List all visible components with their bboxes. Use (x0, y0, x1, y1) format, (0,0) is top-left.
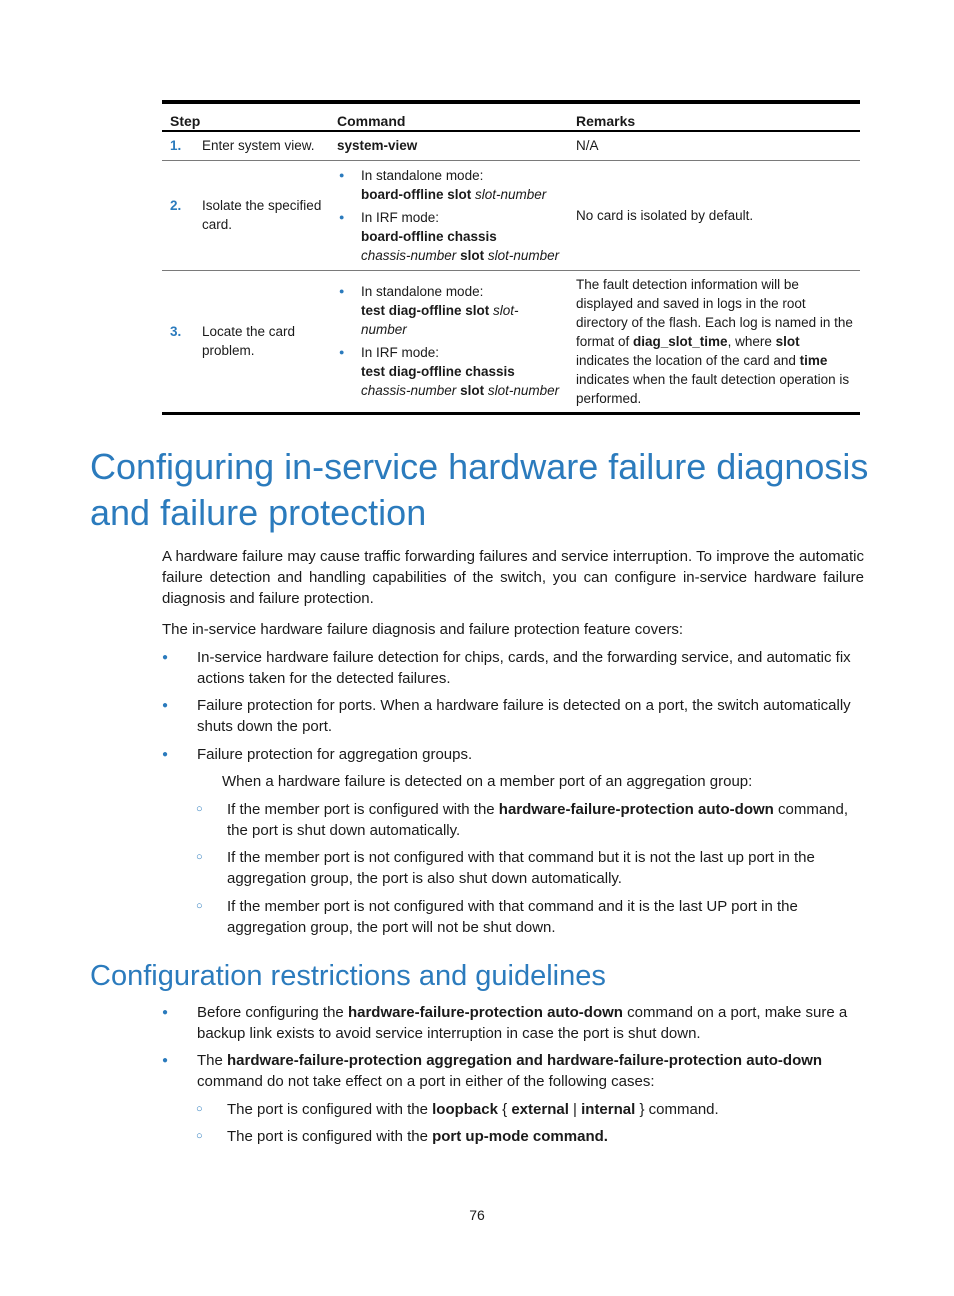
list-item (337, 166, 564, 204)
mode-label: In standalone mode: (361, 284, 484, 300)
command-keyword: board-offline chassis (361, 228, 497, 244)
command-keyword: test diag-offline chassis (361, 364, 515, 380)
remarks-text: The fault detection information will be displayed and saved in logs in the root directory of the flash. Each log is named in the format of diag_slot_time, where slot indicates the location of the card and time indicates when the fault detection operation is performed. (568, 270, 860, 412)
step-text: Enter system view. (202, 138, 315, 154)
list-item: ○ The port is configured with the loopback { external | internal } command. (196, 1101, 719, 1118)
list-item: ● Before configuring the hardware-failure-protection auto-down command on a port, make sure a backup link exists to avoid service interruption in case the port is shut down. (162, 1004, 848, 1042)
circle-bullet-icon: ○ (196, 803, 203, 815)
list-item (337, 208, 564, 265)
command-argument: slot-number (487, 383, 560, 399)
list-item: ○ If the member port is configured with the hardware-failure-protection auto-down command, the port is shut down automatically. (196, 801, 849, 839)
command-argument: slot-number (361, 303, 519, 338)
step-number: 2. (170, 198, 182, 213)
bullet-icon: ● (162, 749, 169, 760)
list-item (337, 282, 564, 339)
mode-label: In IRF mode: (361, 209, 440, 225)
list-item: ○ The port is configured with the port up-mode command. (196, 1128, 608, 1145)
page-number: 76 (469, 1207, 485, 1223)
mode-label: In IRF mode: (361, 345, 440, 361)
circle-bullet-icon: ○ (196, 851, 203, 863)
header-command: Command (329, 104, 568, 131)
header-step: Step (162, 104, 329, 131)
bullet-icon: ● (162, 652, 169, 663)
circle-bullet-icon: ○ (196, 1103, 203, 1115)
step-text: Locate the card problem. (202, 324, 296, 359)
circle-bullet-icon: ○ (196, 900, 203, 912)
list-item: ○ If the member port is not configured with that command but it is not the last up port in the aggregation group, the port is also shut down automatically. (196, 849, 815, 887)
command-keyword: test diag-offline slot (361, 303, 490, 319)
table-row (162, 160, 860, 270)
table-row (162, 131, 860, 160)
remarks-text: No card is isolated by default. (568, 160, 860, 270)
list-item (337, 343, 564, 400)
bullet-icon: ● (162, 700, 169, 711)
intro-paragraph: A hardware failure may cause traffic forwarding failures and service interruption. To improve the automatic failure detection and handling capabilities of the switch, you can configure in-service hardware failure diagnosis and failure protection. (162, 548, 864, 607)
list-item: ● The hardware-failure-protection aggregation and hardware-failure-protection auto-down command do not take effect on a port in either of the following cases: (162, 1052, 823, 1090)
bullet-icon: ● (162, 1055, 169, 1066)
command-keyword: board-offline slot (361, 186, 472, 202)
step-text: Isolate the specified card. (202, 198, 322, 232)
command-keyword: slot (460, 247, 485, 263)
list-item: ● In-service hardware failure detection for chips, cards, and the forwarding service, and automatic fix actions taken for the detected failures. (162, 649, 851, 687)
command-table (162, 100, 860, 415)
command-argument: slot-number (475, 186, 547, 202)
covers-paragraph: The in-service hardware failure diagnosis and failure protection feature covers: (162, 621, 684, 638)
command-keyword: system-view (337, 138, 418, 154)
command-keyword: slot (460, 383, 485, 399)
list-item: ○ If the member port is not configured with that command and it is the last UP port in the aggregation group, the port will not be shut down. (196, 898, 798, 936)
command-argument: chassis-number (361, 383, 457, 399)
header-remarks: Remarks (568, 104, 860, 131)
remarks-text: N/A (576, 138, 599, 154)
subsection-title: Configuration restrictions and guidelines (90, 960, 606, 992)
command-argument: slot-number (487, 247, 560, 263)
mode-label: In standalone mode: (361, 167, 484, 183)
step-number: 1. (170, 138, 182, 154)
bullet-icon: ● (162, 1007, 169, 1018)
table-row (162, 270, 860, 412)
list-item: ● Failure protection for aggregation groups. (162, 746, 473, 763)
command-list (337, 166, 564, 265)
circle-bullet-icon: ○ (196, 1130, 203, 1142)
note-paragraph: When a hardware failure is detected on a member port of an aggregation group: (222, 773, 753, 790)
command-list (337, 282, 564, 400)
step-number: 3. (170, 324, 182, 340)
command-argument: chassis-number (361, 247, 457, 263)
section-title: Configuring in-service hardware failure diagnosis and failure protection (90, 446, 869, 533)
list-item: ● Failure protection for ports. When a hardware failure is detected on a port, the switch automatically shuts down the port. (162, 697, 851, 735)
